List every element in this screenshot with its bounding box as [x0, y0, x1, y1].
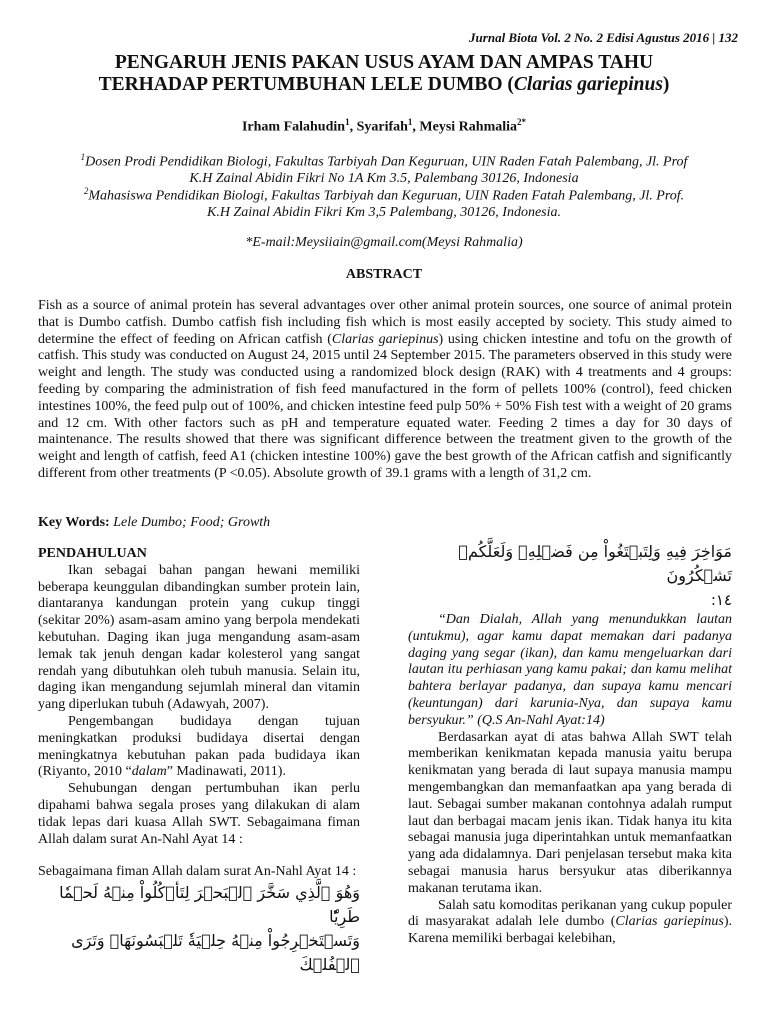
title-line-2-end: ): [662, 74, 670, 95]
paragraph-6-text-a: Salah satu komoditas perikanan yang cukup populer di masyarakat adalah lele dumbo (: [408, 897, 732, 930]
abstract-text-1: Fish as a source of animal protein has several advantages over other animal protein sources, one source of animal protein that is Dumbo catfish. Dumbo catfish fish including fish which is most easily accepted by society. This study aimed to determine the effect of feeding on African catfish (: [38, 298, 732, 347]
affiliation-2-sup: 2: [83, 186, 89, 196]
journal-header: Jurnal Biota Vol. 2 No. 2 Edisi Agustus 2016 | 132: [469, 30, 738, 45]
title-line-2-text: TERHADAP PERTUMBUHAN LELE DUMBO (: [98, 74, 514, 95]
arabic-verse-number: ١٤:: [710, 591, 732, 609]
affiliation-2-text-1: Mahasiswa Pendidikan Biologi, Fakultas Tarbiyah dan Keguruan, UIN Raden Fatah Palembang, Jl. Prof.: [88, 188, 685, 204]
paragraph-6: [408, 898, 732, 948]
keywords: [38, 515, 730, 531]
paragraph-2-text-b: ” Madinawati, 2011).: [166, 764, 286, 780]
affiliation-1: [38, 149, 730, 188]
affiliation-1-text-1: Dosen Prodi Pendidikan Biologi, Fakultas Tarbiyah Dan Keguruan, UIN Raden Fatah Palembang, Jl. Prof: [85, 154, 688, 170]
affiliation-2-line-1: [38, 183, 730, 205]
paragraph-gap: [38, 848, 360, 864]
keywords-label: Key Words:: [38, 515, 110, 530]
paragraph-5: Berdasarkan ayat di atas bahwa Allah SWT telah memberikan kenikmatan kepada manusia yaitu berupa kenikmatan yang berada di laut supaya manusia mampu mengembangkan dan memanfaatkan apa yang berada di laut. Sebagai sumber makanan contohnya adalah rumput laut dan berbagai macam jenis ikan. Tidak hanya itu kita sebagai manusia juga diperintahkan untuk memanfaatkan yang ada didalamnya. Dari penjelasan tersebut maka kita sebagai manusia harus bersyukur atas diberikannya makanan terutama ikan.: [408, 729, 732, 896]
paper-title: [38, 52, 730, 96]
author-sep-1: ,: [349, 119, 357, 135]
author-sep-2: ,: [412, 119, 420, 135]
paragraph-4: Sebagaimana fiman Allah dalam surat An-Nahl Ayat 14 :: [38, 864, 357, 880]
affiliation-1-line-1: [38, 149, 730, 171]
right-column: [408, 540, 732, 948]
abstract-species: Clarias gariepinus: [331, 331, 439, 347]
paragraph-6-text-b: ). Karena memiliki berbagai kelebihan,: [408, 914, 732, 947]
affiliation-1-text-2: K.H Zainal Abidin Fikri No 1A Km 3.5, Palembang 30126, Indonesia: [189, 171, 579, 187]
author-1: Irham Falahudin: [241, 119, 346, 135]
author-2: Syarifah: [356, 119, 408, 135]
author-list: [38, 117, 730, 136]
paragraph-2-text-a: Pengembangan budidaya dengan tujuan meningkatkan produksi budidaya disertai dengan meningkatnya kebutuhan pakan pada budidaya ikan (Riyanto, 2010 “: [38, 713, 360, 780]
author-3-sup: 2*: [517, 117, 527, 127]
paragraph-2-italic: dalam: [131, 764, 167, 780]
abstract-text-2: ) using chicken intestine and tofu on the growth of catfish. This study was conducted on August 24, 2015 until 24 September 2015. The parameters observed in this study were weight and length. The study was conducted using a randomized block design (RAK) with 4 treatments and 4 groups: feeding by comparing the administration of fish feed manufactured in the form of pellets 100% (control), feed chicken intestines 100%, the feed pulp out of 100%, and chicken intestine feed pulp 50% + 50% Fish test with a weight of 20 grams and 12 cm. With other factors such as pH and temperature equated water. Feeding 2 times a day for 30 days of maintenance. The results showed that there was significant difference between the treatment given to the growth of the weight and length of catfish, feed A1 (chicken intestine 100%) gave the best growth of the African catfish and significantly different from other treatments (P <0.05). Absolute growth of 39.1 grams with a length of 31,2 cm.: [38, 331, 732, 481]
author-2-sup: 1: [407, 117, 413, 127]
paragraph-1: Ikan sebagai bahan pangan hewani memiliki beberapa keunggulan dibandingkan sumber protein lain, diantaranya kandungan protein yang cukup tinggi (sekitar 20%) asam-asam amino yang berpola mendekati kebutuhan. Daging ikan juga mengandung asam-asam lemak tak jenuh dengan kadar kolesterol yang sangat rendah yang dibutuhkan oleh tubuh manusia. Selain itu, daging ikan mengandung sejumlah mineral dan vitamin yang diperlukan tubuh (Adawyah, 2007).: [38, 562, 360, 713]
affiliation-1-sup: 1: [80, 152, 86, 162]
abstract-body: [38, 298, 732, 483]
paragraph-3: Sehubungan dengan pertumbuhan ikan perlu dipahami bahwa segala proses yang dilakukan di alam tidak lepas dari kuasa Allah SWT. Sebagaimana fiman Allah dalam surat An-Nahl Ayat 14 :: [38, 781, 360, 847]
author-email: *E-mail:Meysiiain@gmail.com(Meysi Rahmalia): [245, 235, 523, 250]
abstract-heading: ABSTRACT: [345, 267, 423, 282]
section-heading-pendahuluan: PENDAHULUAN: [38, 546, 147, 561]
affiliation-2-text-2: K.H Zainal Abidin Fikri Km 3,5 Palembang, 30126, Indonesia.: [206, 205, 561, 221]
author-3: Meysi Rahmalia: [419, 119, 518, 135]
title-line-1: PENGARUH JENIS PAKAN USUS AYAM DAN AMPAS TAHU: [114, 52, 654, 73]
arabic-verse-line-1: وَهُوَ ٱلَّذِي سَخَّرَ ٱلۡبَحۡرَ لِتَأۡكُلُواْ مِنۡهُ لَحۡمٗا طَرِيّٗا: [59, 883, 360, 927]
arabic-verse-line-2: وَتَسۡتَخۡرِجُواْ مِنۡهُ حِلۡيَةٗ تَلۡبَسُونَهَاۖ وَتَرَى ٱلۡفُلۡكَ: [71, 931, 360, 975]
title-line-2: [38, 74, 730, 96]
affiliation-2: [38, 183, 730, 222]
title-species: Clarias gariepinus: [513, 74, 663, 95]
arabic-verse-line-3: مَوَاخِرَ فِيهِ وَلِتَبۡتَغُواْ مِن فَضۡلِهِۦ وَلَعَلَّكُمۡ تَشۡكُرُونَ: [458, 542, 732, 585]
author-1-sup: 1: [345, 117, 350, 127]
paragraph-6-species: Clarias gariepinus: [615, 914, 724, 930]
verse-translation: “Dan Dialah, Allah yang menundukkan lautan (untukmu), agar kamu dapat memakan dari padanya daging yang segar (ikan), dan kamu mengeluarkan dari lautan itu perhiasan yang kamu pakai; dan kamu melihat bahtera berlayar padanya, dan supaya kamu mencari (keuntungan) dari karunia-Nya, dan supaya kamu bersyukur.” (Q.S An-Nahl Ayat:14): [408, 612, 732, 728]
paragraph-2: [38, 714, 360, 781]
left-column: [38, 546, 360, 977]
keywords-value: Lele Dumbo; Food; Growth: [109, 515, 271, 530]
